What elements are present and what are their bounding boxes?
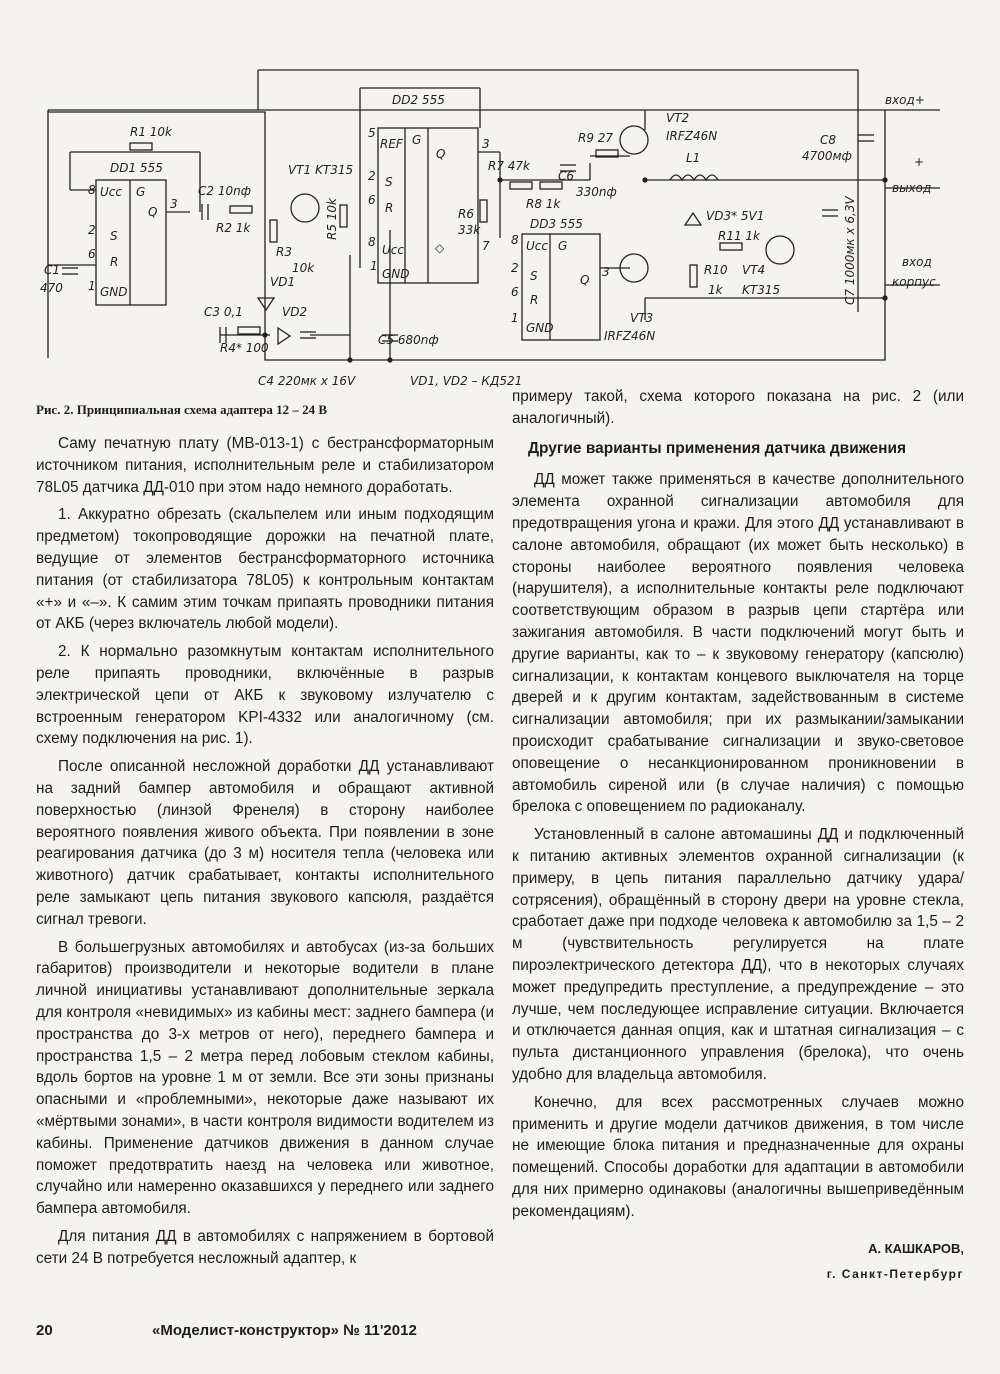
label-r3-value: 10k <box>292 261 315 275</box>
label-r11: R11 1k <box>718 229 761 243</box>
label-vd1-vd2: VD1, VD2 – КД521 <box>410 374 523 388</box>
pin-dd2-2: 2 <box>368 169 376 183</box>
pin-dd3-6: 6 <box>511 285 519 299</box>
label-dd2: DD2 555 <box>392 93 445 107</box>
pin-dd3-gnd: GND <box>526 321 554 335</box>
page-footer <box>36 1322 966 1344</box>
label-r4: R4* 100 <box>220 341 269 355</box>
label-r10: R10 <box>704 263 728 277</box>
resistor-r11 <box>720 243 742 250</box>
right-column <box>512 386 964 1286</box>
figure-caption: Рис. 2. Принципиальная схема адаптера 12 – 24 В <box>36 402 328 417</box>
paragraph: В большегрузных автомобилях и автобусах (из-за больших габаритов) производители и некоторые водители в плане личной инициативы устанавливают дополнительные зеркала для контроля «невидимых» из кабины мест: заднего бампера (и пространства до 3-х метров от него), переднего бампера и пространства 1,5 – 2 метра перед лобовым стеклом кабины, вдоль бортов на уровне 1 м от земли. Все эти зоны признаны опасными и «проблемными», некоторые даже называют их «мёртвыми зонами», в части контроля видимости водителем из кабины. Применение датчиков движения в данном случае поможет предотвратить наезд на человека или животное, случайно или намеренно оказавшихся у переднего или заднего бампера автомобиля. <box>36 938 494 1218</box>
label-vt4-type: KT315 <box>742 283 781 297</box>
pin-dd2-8: 8 <box>368 235 376 249</box>
pin-dd2-ucc: Ucc <box>382 243 404 257</box>
label-plus: + <box>914 155 925 169</box>
label-vd1: VD1 <box>270 275 296 289</box>
pin-dd2-diamond: ◇ <box>435 241 445 255</box>
pin-dd2-ref: REF <box>380 137 403 151</box>
pin-dd1-2: 2 <box>88 223 96 237</box>
resistor-r5 <box>340 205 347 227</box>
left-column <box>36 433 494 1275</box>
section-heading: Другие варианты применения датчика движения <box>528 439 907 457</box>
label-vyhod: выход <box>892 181 932 195</box>
label-r7: R7 47k <box>488 159 531 173</box>
paragraph: 1. Аккуратно обрезать (скальпелем или иным подходящим предметом) токопроводящие дорожки на печатной плате, ведущие от элементов бестрансформаторного источника питания (от стабилизатора 78L05) к контрольным контактам «+» и «–». К самим этим точкам припаять проводники питания от АКБ (через включатель любой модели). <box>36 506 494 633</box>
pin-dd1-g: G <box>136 185 146 199</box>
paragraph: Саму печатную плату (МВ-013-1) с бестрансформаторным источником питания, исполнительным реле и стабилизатором 78L05 датчика ДД-010 при этом надо немного доработать. <box>36 435 494 496</box>
label-c2: C2 10nф <box>198 184 251 198</box>
label-c1: C1 <box>44 263 61 277</box>
author-signature: А. КАШКАРОВ, <box>868 1241 964 1257</box>
diode-vd2 <box>278 328 290 344</box>
resistor-r1 <box>130 143 152 150</box>
circuit-schematic <box>30 40 970 400</box>
paragraph-continuation: примеру такой, схема которого показана на рис. 2 (или аналогичный). <box>512 388 964 427</box>
pin-dd3-r: R <box>530 293 539 307</box>
label-vhod: вход <box>902 255 932 269</box>
pin-dd3-8: 8 <box>511 233 519 247</box>
paragraph: Установленный в салоне автомашины ДД и подключенный к питанию активных элементов охранной сигнализации (к примеру, в цепь питания параллельно датчику удара/сотрясения), обращённый в сторону двери на уровне стекла, сработает даже при подходе человека к автомобилю за 1,5 – 2 м (чувствительность регулируется на плате пироэлектрического детектора ДД), что в некоторых случаях может предупредить преступление, а предупреждение – это лучше, чем последующее исправление ситуации. Включается и отключается данная опция, как и штатная сигнализация – с пульта дистанционного управления (брелока), что очень удобно для владельца автомобиля. <box>512 826 964 1083</box>
resistor-r3 <box>270 220 277 242</box>
pin-dd1-3: 3 <box>170 197 178 211</box>
pin-dd1-8: 8 <box>88 183 96 197</box>
resistor-r6 <box>480 200 487 222</box>
pin-dd2-q: Q <box>436 147 446 161</box>
pin-dd2-gnd: GND <box>382 267 410 281</box>
label-c3: C3 0,1 <box>204 305 243 319</box>
paragraph: Для питания ДД в автомобилях с напряжением в бортовой сети 24 В потребуется несложный адаптер, к <box>36 1227 494 1267</box>
label-r6: R6 <box>458 207 474 221</box>
label-c6: C6 <box>558 169 575 183</box>
label-dd1: DD1 555 <box>110 161 163 175</box>
transistor-vt2 <box>620 126 648 154</box>
pin-dd1-r: R <box>110 255 119 269</box>
pin-dd1-6: 6 <box>88 247 96 261</box>
pin-dd3-1: 1 <box>511 311 519 325</box>
pin-dd2-3: 3 <box>482 137 490 151</box>
pin-dd1-s: S <box>110 229 118 243</box>
pin-dd3-q: Q <box>580 273 590 287</box>
resistor-r8 <box>540 182 562 189</box>
label-r5: R5 10k <box>325 197 339 240</box>
label-c6-value: 330nф <box>576 185 617 199</box>
pin-dd1-1: 1 <box>88 279 96 293</box>
diode-vd1 <box>258 298 274 310</box>
pin-dd1-q: Q <box>148 205 158 219</box>
label-c1-value: 470 <box>40 281 63 295</box>
paragraph: После описанной несложной доработки ДД устанавливают на задний бампер автомобиля и обращают активной поверхностью (линзой Френеля) в сторону наиболее вероятного появления живого объекта. При появлении в зоне реагирования датчика (до 3 м) носителя тепла (человека или животного) датчик срабатывает, контакты исполнительного реле замыкают цепь питания звукового капсюля, раздаётся сигнал тревоги. <box>36 758 494 928</box>
label-r2: R2 1k <box>216 221 251 235</box>
resistor-r7 <box>510 182 532 189</box>
label-c5: C5 680nф <box>378 333 439 347</box>
paragraph: ДД может также применяться в качестве дополнительного элемента охранной сигнализации автомобиля для предотвращения угона и кражи. Для этого ДД устанавливают в салоне автомобиля, обращают (их может быть несколько) в стороны наиболее вероятного появления человека (нарушителя), а исполнительные контакты реле подключают соответствующим образом в разрыв цепи стартёра или зажигания автомобиля. В части подключений могут быть и другие варианты, как то – к звуковому генератору (капсюлю) сигнализации, к контактам концевого выключателя на торце дверей и к другим контактам, задействованным в системе сигнализации автомобиля; при их размыкании/замыкании происходит срабатывание сигнализации и звуко-световое оповещение о несанкционированном проникновении в автомобиль сиреной или (в случае наличия) с помощью брелока с оповещением по радиоканалу. <box>512 471 964 816</box>
resistor-r2 <box>230 206 252 213</box>
pin-dd2-s: S <box>385 175 393 189</box>
pin-dd3-3: 3 <box>602 265 610 279</box>
pin-dd2-g: G <box>412 133 422 147</box>
paragraph: 2. К нормально разомкнутым контактам исполнительного реле припаять проводники, включённые в разрыв электрической цепи от АКБ к звуковому излучателю с встроенным генератором KPI-4332 или аналогичному (см. схему подключения на рис. 1). <box>36 643 494 748</box>
pin-dd1-ucc: Ucc <box>100 185 122 199</box>
paragraph: Конечно, для всех рассмотренных случаев можно применить и другие модели датчиков движения, в том числе не имеющие блока питания и предназначенные для охраны помещений. Способы доработки для адаптации в автомобили для них примерно одинаковы (аналогичны вышеприведённым рекомендациям). <box>512 1093 964 1220</box>
label-dd3: DD3 555 <box>530 217 583 231</box>
transistor-vt1 <box>291 194 319 222</box>
label-vd3: VD3* 5V1 <box>706 209 765 223</box>
label-vd2: VD2 <box>282 305 308 319</box>
label-l1: L1 <box>686 151 701 165</box>
pin-dd2-6: 6 <box>368 193 376 207</box>
label-r3: R3 <box>276 245 292 259</box>
label-r1: R1 10k <box>130 125 173 139</box>
label-vt2-type: IRFZ46N <box>666 129 718 143</box>
pin-dd2-7: 7 <box>482 239 490 253</box>
label-c8-value: 4700мф <box>802 149 852 163</box>
label-vt1: VT1 KT315 <box>288 163 354 177</box>
transistor-vt4 <box>766 236 794 264</box>
author-city: г. Санкт-Петербург <box>826 1267 964 1282</box>
label-c7: C7 1000мк x 6,3V <box>843 196 857 305</box>
label-r6-value: 33k <box>458 223 481 237</box>
pin-dd2-5: 5 <box>368 126 376 140</box>
resistor-r4 <box>238 327 260 334</box>
pin-dd3-2: 2 <box>511 261 519 275</box>
label-vt3: VT3 <box>630 311 654 325</box>
pin-dd2-r: R <box>385 201 394 215</box>
label-vt2: VT2 <box>666 111 690 125</box>
pin-dd1-gnd: GND <box>100 285 128 299</box>
label-r8: R8 1k <box>526 197 561 211</box>
label-vhod-plus: вход+ <box>885 93 925 107</box>
label-vt4: VT4 <box>742 263 766 277</box>
page-number: 20 <box>36 1322 53 1339</box>
pin-dd3-s: S <box>530 269 538 283</box>
label-vt3-type: IRFZ46N <box>604 329 656 343</box>
inductor-l1 <box>670 175 718 180</box>
magazine-issue: «Моделист-конструктор» № 11'2012 <box>152 1322 417 1339</box>
resistor-r10 <box>690 265 697 287</box>
label-c4: C4 220мк x 16V <box>258 374 356 388</box>
label-r9: R9 27 <box>578 131 614 145</box>
zener-vd3 <box>685 213 701 225</box>
label-c8: C8 <box>820 133 837 147</box>
pin-dd3-ucc: Ucc <box>526 239 548 253</box>
pin-dd3-g: G <box>558 239 568 253</box>
label-r10-value: 1k <box>708 283 723 297</box>
label-korpus: корпус <box>892 275 936 289</box>
pin-dd2-1: 1 <box>370 259 378 273</box>
